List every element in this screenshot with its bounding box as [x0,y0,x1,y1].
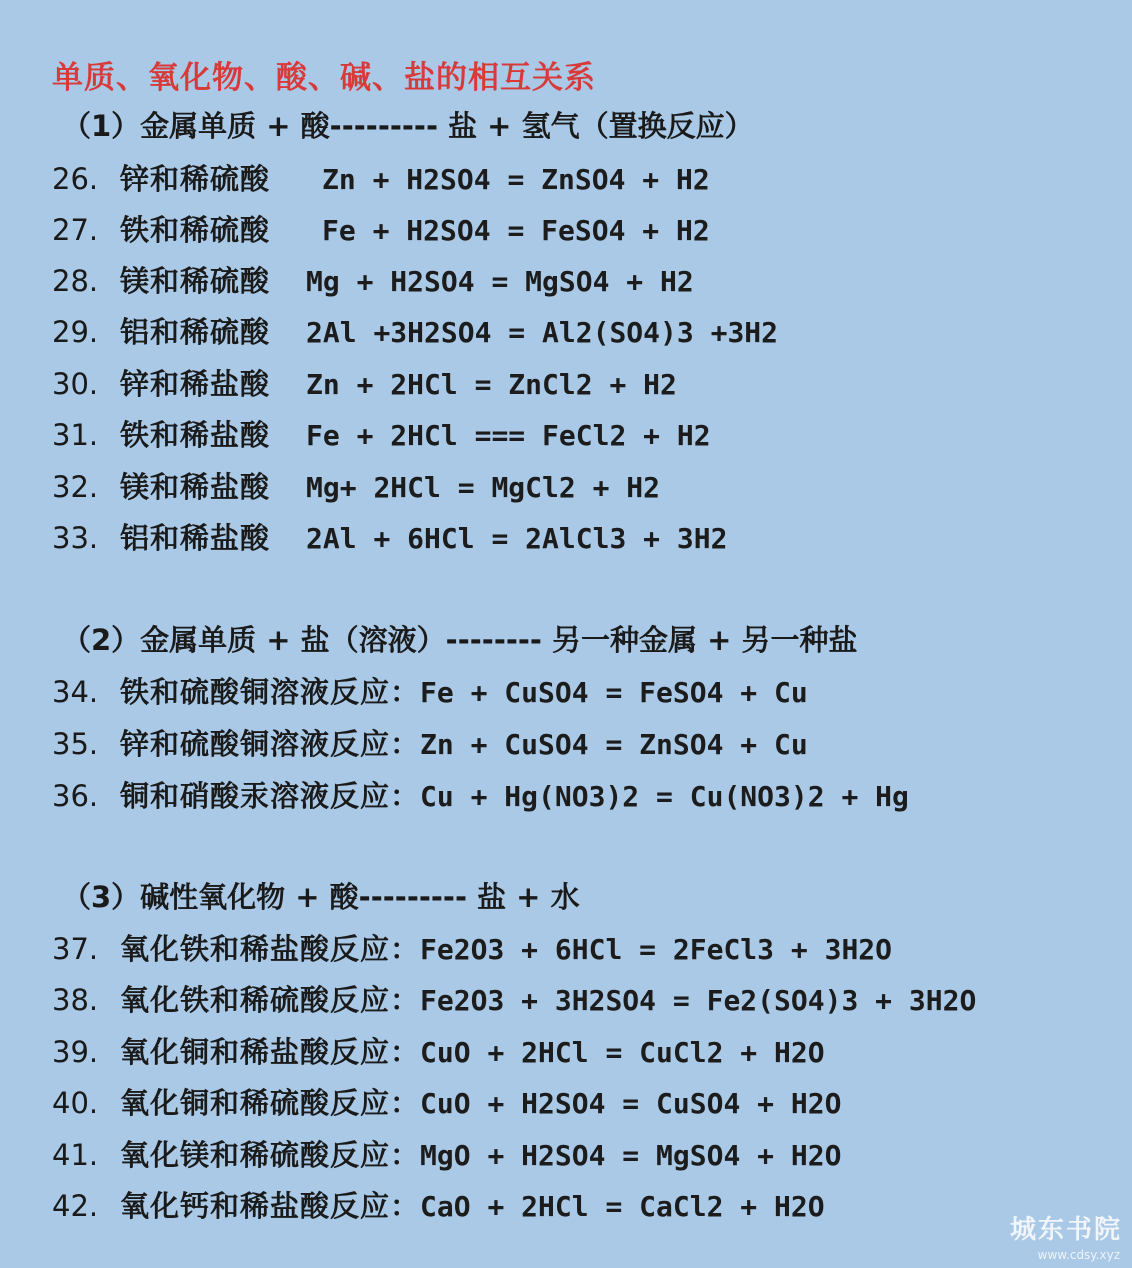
list-item [52,672,808,712]
list-item [52,929,892,969]
reaction-equation: 2Al +3H2SO4 = Al2(SO4)3 +3H2 [306,316,779,349]
reaction-name: 锌和稀盐酸 [120,367,271,401]
item-number: 29. [52,315,99,349]
list-item [52,1186,825,1226]
reaction-name: 铁和硫酸铜溶液反应： [120,675,421,709]
reaction-name: 氧化镁和稀硫酸反应： [120,1138,421,1172]
reaction-name: 氧化铜和稀盐酸反应： [120,1035,421,1069]
reaction-equation: Fe + CuSO4 = FeSO4 + Cu [420,676,808,709]
item-number: 32. [52,470,99,504]
list-item [52,261,694,301]
list-item [52,1032,825,1072]
list-item [52,364,677,404]
reaction-name: 氧化铁和稀盐酸反应： [120,932,421,966]
item-number: 30. [52,367,99,401]
reaction-name: 氧化铁和稀硫酸反应： [120,983,421,1017]
reaction-equation: Fe2O3 + 3H2SO4 = Fe2(SO4)3 + 3H2O [420,984,977,1017]
list-item [52,776,909,816]
reaction-equation: Mg + H2SO4 = MgSO4 + H2 [306,265,694,298]
item-number: 28. [52,264,99,298]
reaction-equation: Mg+ 2HCl = MgCl2 + H2 [306,471,661,504]
list-item [52,724,808,764]
section-heading: （1）金属单质 + 酸--------- 盐 + 氢气（置换反应） [62,109,754,143]
reaction-equation: Zn + 2HCl = ZnCl2 + H2 [306,368,677,401]
reaction-equation: Zn + H2SO4 = ZnSO4 + H2 [322,163,710,196]
item-number: 36. [52,779,99,813]
watermark-url: www.cdsy.xyz [1037,1248,1120,1262]
section-heading: （3）碱性氧化物 + 酸--------- 盐 + 水 [62,880,580,914]
list-item [52,1135,841,1175]
page-title: 单质、氧化物、酸、碱、盐的相互关系 [52,60,596,96]
reaction-name: 氧化铜和稀硫酸反应： [120,1086,421,1120]
section-heading: （2）金属单质 + 盐（溶液）-------- 另一种金属 + 另一种盐 [62,623,858,657]
reaction-equation: Cu + Hg(NO3)2 = Cu(NO3)2 + Hg [420,780,909,813]
reaction-equation: Fe + 2HCl === FeCl2 + H2 [306,419,711,452]
reaction-name: 氧化钙和稀盐酸反应： [120,1189,421,1223]
reaction-equation: CuO + H2SO4 = CuSO4 + H2O [420,1087,842,1120]
watermark-name: 城东书院 [1009,1215,1122,1245]
list-item [52,312,778,352]
list-item [52,1083,841,1123]
item-number: 38. [52,983,99,1017]
reaction-equation: 2Al + 6HCl = 2AlCl3 + 3H2 [306,522,728,555]
list-item [52,210,710,250]
reaction-name: 铝和稀盐酸 [120,521,271,555]
reaction-equation: CuO + 2HCl = CuCl2 + H2O [420,1036,825,1069]
reaction-equation: MgO + H2SO4 = MgSO4 + H2O [420,1139,842,1172]
reaction-name: 铜和硝酸汞溶液反应： [120,779,421,813]
reaction-equation: Fe2O3 + 6HCl = 2FeCl3 + 3H2O [420,933,893,966]
reaction-name: 铁和稀盐酸 [120,418,271,452]
list-item [52,980,976,1020]
list-item [52,415,711,455]
item-number: 41. [52,1138,99,1172]
item-number: 31. [52,418,99,452]
list-item [52,467,660,507]
reaction-name: 锌和稀硫酸 [120,162,271,196]
item-number: 27. [52,213,99,247]
item-number: 33. [52,521,99,555]
reaction-name: 铝和稀硫酸 [120,315,271,349]
reaction-equation: Zn + CuSO4 = ZnSO4 + Cu [420,728,808,761]
item-number: 34. [52,675,99,709]
item-number: 37. [52,932,99,966]
list-item [52,159,710,199]
item-number: 40. [52,1086,99,1120]
reaction-equation: Fe + H2SO4 = FeSO4 + H2 [322,214,710,247]
list-item [52,518,727,558]
item-number: 35. [52,727,99,761]
item-number: 39. [52,1035,99,1069]
reaction-name: 铁和稀硫酸 [120,213,271,247]
reaction-name: 镁和稀盐酸 [120,470,271,504]
reaction-name: 锌和硫酸铜溶液反应： [120,727,421,761]
item-number: 42. [52,1189,99,1223]
reaction-equation: CaO + 2HCl = CaCl2 + H2O [420,1190,825,1223]
reaction-name: 镁和稀硫酸 [120,264,271,298]
item-number: 26. [52,162,99,196]
